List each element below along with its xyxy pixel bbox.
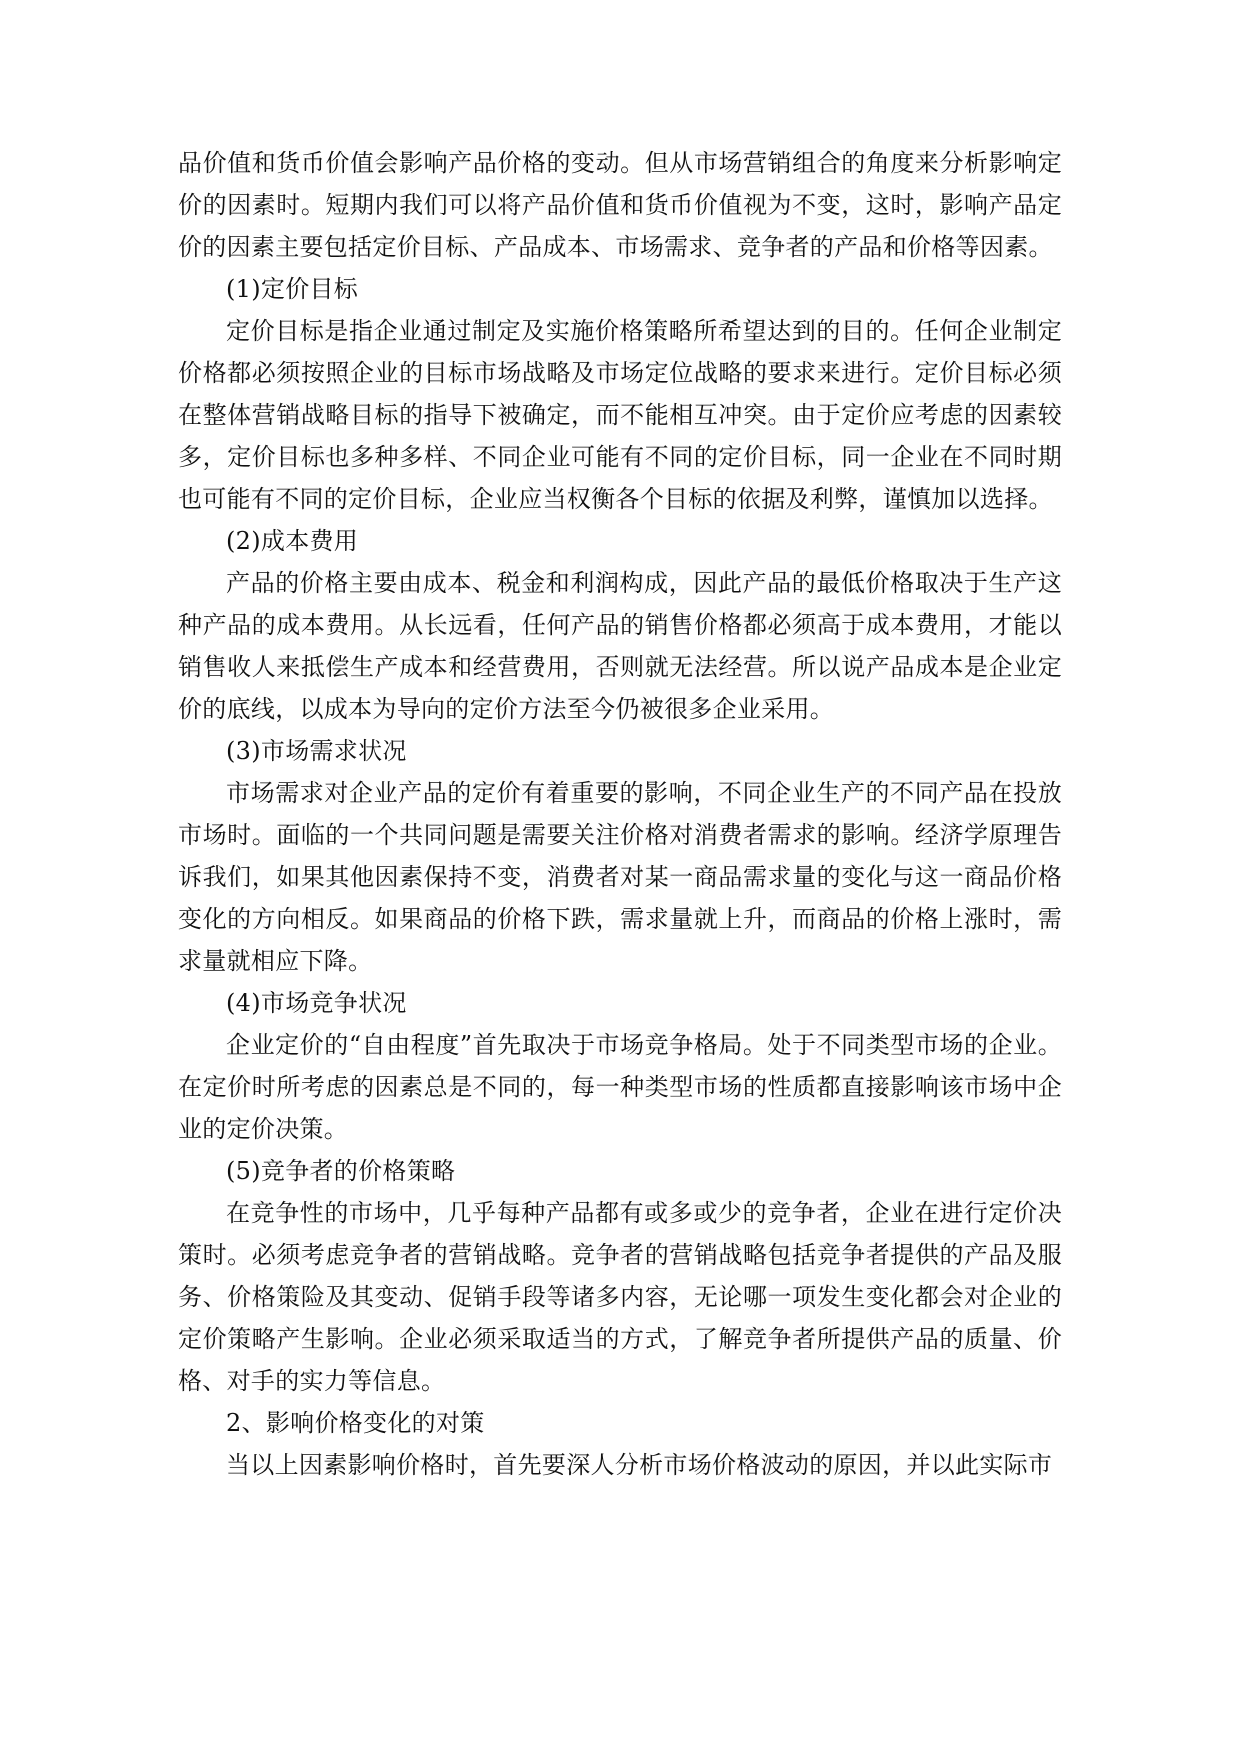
heading-pricing-objectives: (1)定价目标 [226, 275, 359, 303]
heading-competitor-pricing: (5)竞争者的价格策略 [226, 1157, 456, 1185]
paragraph-countermeasures: 当以上因素影响价格时，首先要深人分析市场价格波动的原因，并以此实际市 [226, 1451, 1053, 1479]
heading-market-demand: (3)市场需求状况 [226, 737, 407, 765]
paragraph-intro-continuation: 品价值和货币价值会影响产品价格的变动。但从市场营销组合的角度来分析影响定价的因素时。短期内我们可以将产品价值和货币价值视为不变，这时，影响产品定价的因素主要包括定价目标、产品成本、市场需求、竞争者的产品和价格等因素。 [178, 149, 1062, 261]
paragraph-competitor-pricing: 在竞争性的市场中，几乎每种产品都有或多或少的竞争者，企业在进行定价决策时。必须考虑竞争者的营销战略。竞争者的营销战略包括竞争者提供的产品及服务、价格策险及其变动、促销手段等诸多内容，无论哪一项发生变化都会对企业的定价策略产生影响。企业必须采取适当的方式，了解竞争者所提供产品的质量、价格、对手的实力等信息。 [178, 1199, 1062, 1395]
heading-cost: (2)成本费用 [226, 527, 359, 555]
paragraph-market-competition: 企业定价的“自由程度”首先取决于市场竞争格局。处于不同类型市场的企业。在定价时所考虑的因素总是不同的，每一种类型市场的性质都直接影响该市场中企业的定价决策。 [178, 1031, 1062, 1143]
paragraph-pricing-objectives: 定价目标是指企业通过制定及实施价格策略所希望达到的目的。任何企业制定价格都必须按照企业的目标市场战略及市场定位战略的要求来进行。定价目标必须在整体营销战略目标的指导下被确定，而不能相互冲突。由于定价应考虑的因素较多，定价目标也多种多样、不同企业可能有不同的定价目标，同一企业在不同时期也可能有不同的定价目标，企业应当权衡各个目标的依据及利弊，谨慎加以选择。 [178, 317, 1062, 513]
heading-countermeasures: 2、影响价格变化的对策 [226, 1409, 485, 1437]
document-body [178, 142, 1062, 1486]
paragraph-cost: 产品的价格主要由成本、税金和利润构成，因此产品的最低价格取决于生产这种产品的成本费用。从长远看，任何产品的销售价格都必须高于成本费用，才能以销售收人来抵偿生产成本和经营费用，否则就无法经营。所以说产品成本是企业定价的底线，以成本为导向的定价方法至今仍被很多企业采用。 [178, 569, 1062, 723]
heading-market-competition: (4)市场竞争状况 [226, 989, 407, 1017]
paragraph-market-demand: 市场需求对企业产品的定价有着重要的影响，不同企业生产的不同产品在投放市场时。面临的一个共同问题是需要关注价格对消费者需求的影响。经济学原理告诉我们，如果其他因素保持不变，消费者对某一商品需求量的变化与这一商品价格变化的方向相反。如果商品的价格下跌，需求量就上升，而商品的价格上涨时，需求量就相应下降。 [178, 779, 1062, 975]
